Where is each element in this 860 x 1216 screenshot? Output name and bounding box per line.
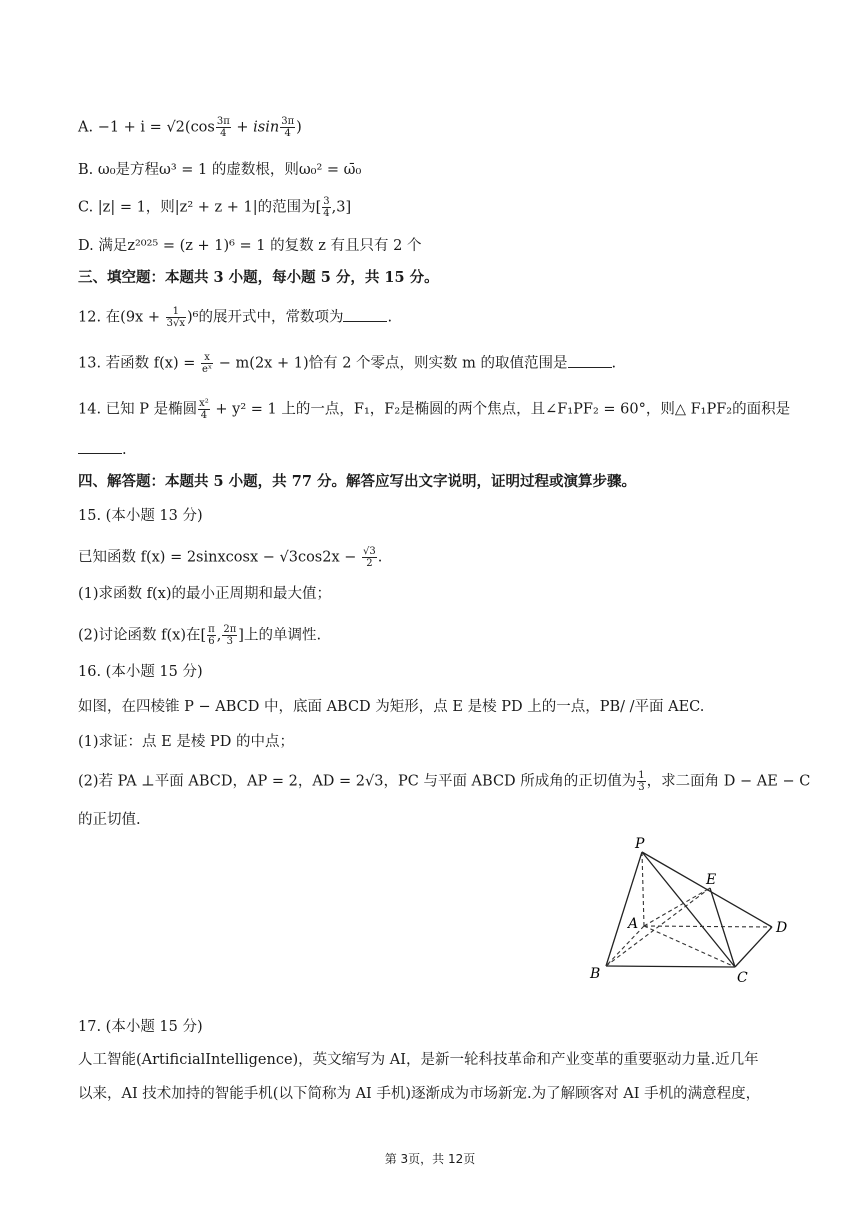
question-16-part-2	[78, 770, 810, 793]
label-p: P	[635, 836, 645, 852]
label-c: C	[737, 970, 748, 986]
frac-num: 3π	[281, 116, 295, 127]
q13-frac	[201, 352, 213, 375]
frac-den: 4	[323, 208, 330, 219]
question-14-blank-line	[78, 440, 127, 460]
edge-ec	[710, 888, 735, 967]
option-a-frac1	[216, 116, 231, 139]
edge-be	[606, 888, 710, 966]
frac-num: 3π	[216, 116, 230, 127]
q15-p2-frac1	[207, 624, 216, 647]
q13-pre: 13. 若函数 f(x) =	[78, 355, 201, 372]
q12-pre: 12. 在(9x +	[78, 309, 165, 326]
option-a-sqrt: √2	[166, 119, 185, 136]
frac-num: 1	[638, 770, 645, 781]
edge-bc	[606, 966, 735, 967]
frac-num: √3	[363, 546, 376, 557]
frac-den: 3	[226, 636, 234, 647]
q14-frac	[198, 398, 210, 421]
question-17-line-2: 以来，AI 技术加持的智能手机(以下简称为 AI 手机)逐渐成为市场新宠.为了解顾客对 AI 手机的满意程度，	[78, 1086, 761, 1102]
answer-blank	[78, 441, 122, 454]
frac-den: 3√x	[166, 318, 185, 329]
question-16-stem: 如图，在四棱锥 P − ABCD 中，底面 ABCD 为矩形，点 E 是棱 PD 上的一点，PB/ /平面 AEC.	[78, 699, 705, 715]
option-a	[78, 116, 302, 139]
frac-den: 3	[638, 782, 645, 793]
frac-den: eˣ	[202, 364, 213, 375]
option-d: D. 满足z²⁰²⁵ = (z + 1)⁶ = 1 的复数 z 有且只有 2 个	[78, 238, 422, 254]
question-12	[78, 306, 392, 329]
section-4-title: 四、解答题：本题共 5 小题，共 77 分。解答应写出文字说明，证明过程或演算步骤。	[78, 473, 636, 490]
option-c	[78, 196, 351, 219]
question-15-header: 15. (本小题 13 分)	[78, 508, 203, 524]
frac-num: 1	[166, 306, 186, 318]
question-15-part-1: (1)求函数 f(x)的最小正周期和最大值；	[78, 586, 332, 602]
pyramid-figure	[580, 830, 800, 990]
edge-cd	[735, 927, 772, 967]
q15-p2-frac2	[222, 624, 237, 647]
frac-num: x	[201, 352, 213, 364]
option-a-plus: + isin	[231, 119, 280, 136]
option-a-text: (cos	[184, 119, 215, 136]
page-footer: 第 3页，共 12页	[384, 1152, 476, 1166]
frac-num: 2π	[223, 624, 237, 635]
frac-den: 6	[208, 636, 215, 647]
option-a-prefix: A. −1 + i =	[78, 119, 167, 136]
option-a-close: )	[296, 119, 302, 136]
q16-p2-frac	[637, 770, 645, 793]
q12-end: .	[387, 309, 393, 326]
edge-ac	[644, 926, 735, 967]
question-16-header: 16. (本小题 15 分)	[78, 664, 203, 680]
label-b: B	[590, 966, 601, 982]
question-16-part-2-cont: 的正切值.	[78, 812, 141, 828]
option-c-post: ,3]	[331, 199, 352, 216]
frac-den: 4	[220, 128, 227, 139]
label-d: D	[776, 920, 788, 936]
edge-pa	[642, 852, 644, 926]
q13-post: − m(2x + 1)恰有 2 个零点，则实数 m 的取值范围是	[214, 355, 568, 372]
q13-end: .	[611, 355, 617, 372]
edge-pc	[642, 852, 735, 967]
edge-pb	[606, 852, 642, 966]
question-17-header: 17. (本小题 15 分)	[78, 1019, 203, 1035]
q15-stem-pre: 已知函数 f(x) = 2sinxcosx − √3cos2x −	[78, 549, 362, 566]
q15-p2-pre: (2)讨论函数 f(x)在[	[78, 627, 207, 644]
q15-stem-end: .	[377, 549, 383, 566]
question-17-line-1: 人工智能(ArtificialIntelligence)，英文缩写为 AI，是新一轮科技革命和产业变革的重要驱动力量.近几年	[78, 1052, 759, 1068]
question-16-part-1: (1)求证：点 E 是棱 PD 的中点；	[78, 734, 294, 750]
frac-num: π	[208, 624, 215, 635]
q14-end: .	[122, 442, 127, 458]
label-e: E	[706, 872, 717, 888]
q15-stem-frac	[362, 546, 377, 569]
edge-ad	[644, 926, 772, 927]
answer-blank	[568, 355, 612, 368]
option-b: B. ω₀是方程ω³ = 1 的虚数根，则ω₀² = ω̄₀	[78, 162, 362, 178]
frac-num: x²	[199, 398, 209, 409]
q16-p2-post: ，求二面角 D − AE − C	[646, 773, 811, 790]
option-a-frac2	[280, 116, 295, 139]
edge-ae	[644, 888, 710, 926]
option-c-pre: C. |z| = 1，则|z² + z + 1|的范围为[	[78, 199, 322, 216]
q16-p2-pre: (2)若 PA ⊥平面 ABCD，AP = 2，AD = 2√3，PC 与平面 ABCD 所成角的正切值为	[78, 773, 637, 790]
q14-post: + y² = 1 上的一点，F₁，F₂是椭圆的两个焦点，且∠F₁PF₂ = 60°，则△ F₁PF₂的面积是	[210, 401, 791, 418]
frac-den: 2	[366, 558, 373, 569]
frac-den: 4	[200, 410, 208, 421]
label-a: A	[628, 916, 639, 932]
question-15-stem	[78, 546, 382, 569]
answer-blank	[343, 309, 387, 322]
q15-p2-comma: ,	[216, 627, 222, 644]
option-c-frac	[322, 196, 330, 219]
question-15-part-2	[78, 624, 321, 647]
question-14	[78, 398, 790, 421]
question-13	[78, 352, 616, 375]
q14-pre: 14. 已知 P 是椭圆	[78, 401, 198, 418]
frac-den: 4	[284, 128, 291, 139]
frac-num: 3	[323, 196, 330, 207]
q15-p2-post: ]上的单调性.	[238, 627, 322, 644]
q12-post: )⁶的展开式中，常数项为	[186, 309, 344, 326]
q12-frac	[166, 306, 186, 329]
section-3-title: 三、填空题：本题共 3 小题，每小题 5 分，共 15 分。	[78, 269, 439, 286]
